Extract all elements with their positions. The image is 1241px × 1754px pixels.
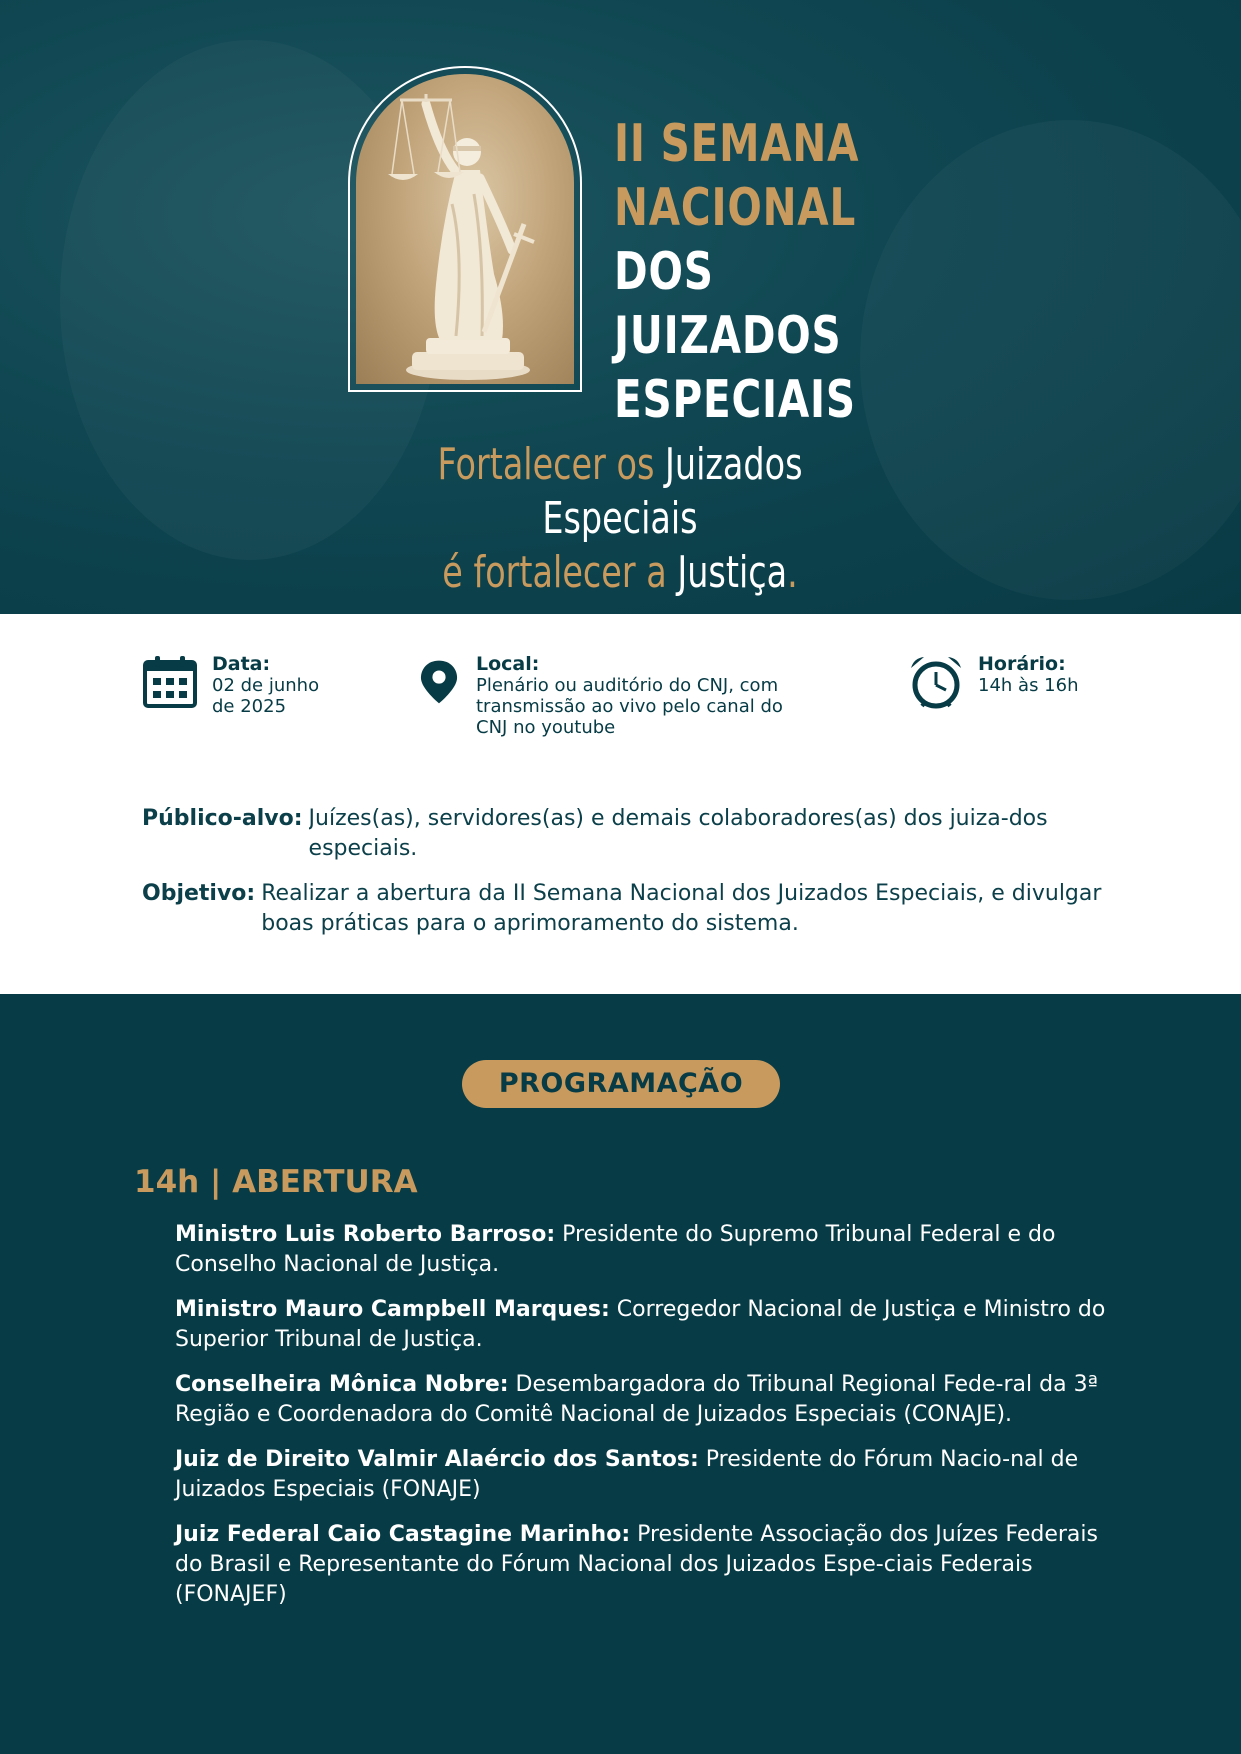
speaker-role: Corregedor Nacional de Justiça e Ministro do Superior Tribunal de Justiça. [175,1297,1106,1352]
speaker-role: Desembargadora do Tribunal Regional Fede-ral da 3ª Região e Coordenadora do Comitê Nacional de Juizados Especiais (CONAJE). [175,1372,1098,1427]
location-info [416,654,783,738]
lady-justice-image [356,74,574,384]
tagline [377,438,863,600]
speaker-name: Ministro Mauro Campbell Marques: [175,1297,610,1322]
session-separator: | [199,1164,233,1200]
statue-frame [348,66,582,392]
time-value: 14h às 16h [978,675,1079,696]
speaker-role: Presidente do Supremo Tribunal Federal e do Conselho Nacional de Justiça. [175,1222,1056,1277]
speaker-role: Presidente do Fórum Nacio-nal de Juizados Especiais (FONAJE) [175,1447,1079,1502]
tagline-part-2: Juizados Especiais [542,439,803,544]
title-line-3: DOS JUIZADOS [614,242,842,366]
speaker-item [175,1520,1115,1610]
location-value-line-3: CNJ no youtube [476,717,616,738]
tagline-part-1: Fortalecer os [437,439,666,490]
event-title [614,112,864,432]
audience-label: Público-alvo: [142,806,303,831]
alarm-clock-icon [908,654,964,710]
objective [142,879,1102,939]
session-time: 14h [134,1164,200,1200]
date-value-line-1: 02 de junho [212,675,320,696]
program-badge: PROGRAMAÇÃO [462,1060,780,1108]
tagline-part-3: é fortalecer a [442,547,678,598]
speaker-item [175,1220,1115,1280]
tagline-part-4: Justiça [677,547,788,598]
date-value-line-2: de 2025 [212,696,287,717]
title-line-2: NACIONAL [614,178,857,238]
location-label: Local: [476,653,540,675]
speaker-list [175,1220,1115,1625]
objective-value: Realizar a abertura da II Semana Nacional dos Juizados Especiais, e divulgar boas práticas para o aprimoramento do sistema. [261,881,1102,936]
event-info [0,614,1241,994]
speaker-name: Juiz Federal Caio Castagine Marinho: [175,1522,631,1547]
speaker-name: Juiz de Direito Valmir Alaércio dos Santos: [175,1447,699,1472]
date-label: Data: [212,653,271,675]
title-line-4: ESPECIAIS [614,370,856,430]
location-value-line-2: transmissão ao vivo pelo canal do [476,696,783,717]
hero-banner [0,0,1241,614]
target-audience [142,804,1102,864]
speaker-role: Presidente Associação dos Juízes Federais do Brasil e Representante do Fórum Nacional dos Juizados Espe-ciais Federais (FONAJEF) [175,1522,1098,1607]
speaker-item [175,1445,1115,1505]
session-title: ABERTURA [232,1164,418,1200]
calendar-icon [142,654,198,710]
time-label: Horário: [978,653,1066,675]
time-info [908,654,1078,710]
program-section [0,994,1241,1754]
session-heading [134,1164,418,1200]
speaker-name: Ministro Luis Roberto Barroso: [175,1222,556,1247]
speaker-item [175,1370,1115,1430]
title-line-1: II SEMANA [614,114,860,174]
audience-value: Juízes(as), servidores(as) e demais colaboradores(as) dos juiza-dos especiais. [308,806,1048,861]
location-pin-icon [416,654,462,710]
objective-label: Objetivo: [142,881,256,906]
date-info [142,654,319,717]
location-value-line-1: Plenário ou auditório do CNJ, com [476,675,779,696]
tagline-part-5: . [787,547,798,598]
speaker-item [175,1295,1115,1355]
background-scale-shadow [860,120,1241,600]
speaker-name: Conselheira Mônica Nobre: [175,1372,509,1397]
